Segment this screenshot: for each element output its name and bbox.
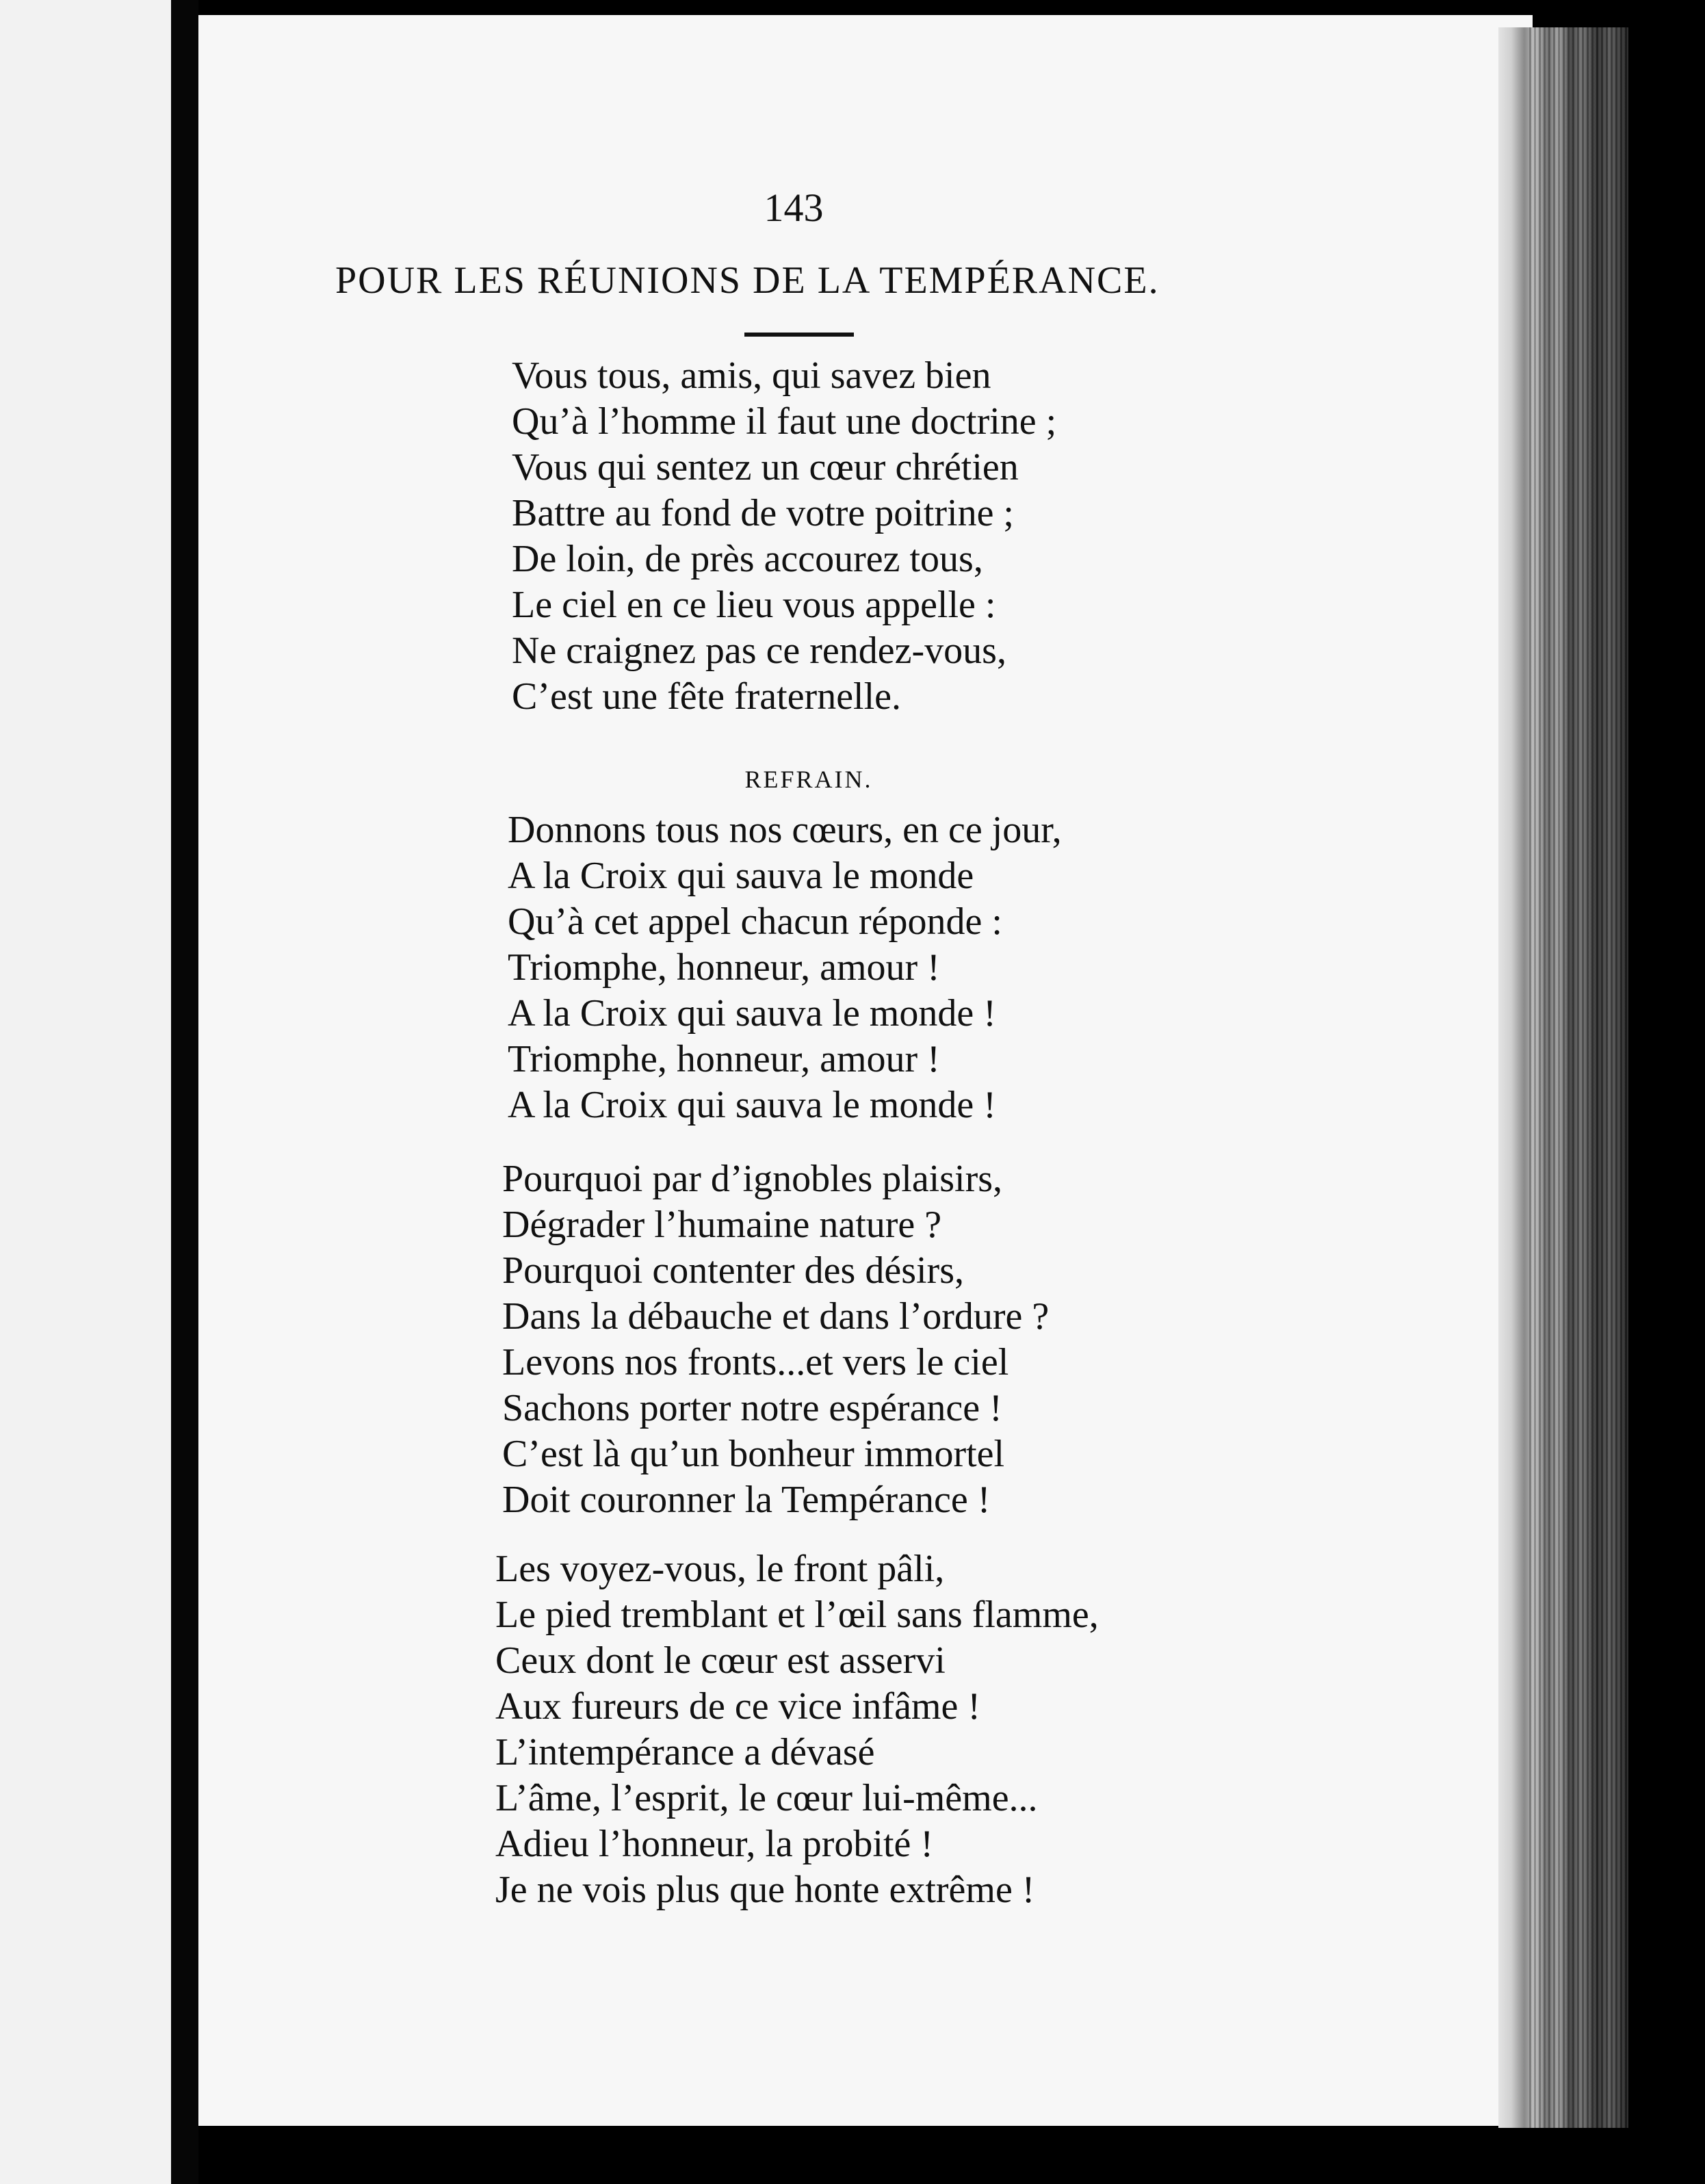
verse-line: Le ciel en ce lieu vous appelle :: [512, 584, 996, 626]
verse-line: Dans la débauche et dans l’ordure ?: [502, 1295, 1050, 1338]
verse-line: Triomphe, honneur, amour !: [508, 946, 940, 989]
verse-line: Ceux dont le cœur est asservi: [495, 1639, 946, 1682]
page-block-stripes: [1529, 27, 1628, 2128]
verse-line: A la Croix qui sauva le monde: [508, 855, 974, 897]
verse-line: A la Croix qui sauva le monde !: [508, 992, 996, 1035]
stanza-1: [512, 353, 1264, 720]
verse-line: Je ne vois plus que honte extrême !: [495, 1869, 1035, 1911]
verse-line: Les voyez-vous, le front pâli,: [495, 1548, 945, 1590]
verse-line: Qu’à l’homme il faut une doctrine ;: [512, 400, 1057, 443]
stanza-2: [502, 1156, 1255, 1523]
verse-line: L’intempérance a dévasé: [495, 1731, 875, 1773]
verse-line: Pourquoi contenter des désirs,: [502, 1249, 964, 1292]
verse-line: Vous tous, amis, qui savez bien: [512, 354, 991, 397]
verse-line: C’est une fête fraternelle.: [512, 675, 902, 718]
verse-line: Aux fureurs de ce vice infâme !: [495, 1685, 980, 1728]
title-rule: [744, 333, 854, 337]
verse-line: Le pied tremblant et l’œil sans flamme,: [495, 1594, 1099, 1636]
verse-line: Battre au fond de votre poitrine ;: [512, 492, 1014, 534]
verse-line: Donnons tous nos cœurs, en ce jour,: [508, 809, 1062, 851]
verse-line: Levons nos fronts...et vers le ciel: [502, 1341, 1009, 1383]
verse-line: C’est là qu’un bonheur immortel: [502, 1433, 1005, 1475]
refrain: [508, 807, 1260, 1128]
verse-line: Pourquoi par d’ignobles plaisirs,: [502, 1158, 1003, 1200]
verse-line: Qu’à cet appel chacun réponde :: [508, 900, 1002, 943]
verse-line: Vous qui sentez un cœur chrétien: [512, 446, 1019, 489]
verse-line: Adieu l’honneur, la probité !: [495, 1823, 934, 1865]
verse-line: L’âme, l’esprit, le cœur lui-même...: [495, 1777, 1038, 1819]
refrain-label: REFRAIN.: [744, 766, 873, 793]
verse-line: Doit couronner la Tempérance !: [502, 1479, 991, 1521]
book-gutter: [171, 0, 198, 2184]
verse-line: A la Croix qui sauva le monde !: [508, 1084, 996, 1126]
verse-line: Sachons porter notre espérance !: [502, 1387, 1002, 1429]
page-number: 143: [764, 185, 824, 230]
verse-line: Triomphe, honneur, amour !: [508, 1038, 940, 1080]
verse-line: De loin, de près accourez tous,: [512, 538, 983, 580]
song-title: POUR LES RÉUNIONS DE LA TEMPÉRANCE.: [335, 259, 1160, 302]
verse-line: Dégrader l’humaine nature ?: [502, 1204, 942, 1246]
verse-line: Ne craignez pas ce rendez-vous,: [512, 629, 1006, 672]
stanza-3: [495, 1546, 1248, 1913]
facing-page-edge: [0, 0, 171, 2184]
